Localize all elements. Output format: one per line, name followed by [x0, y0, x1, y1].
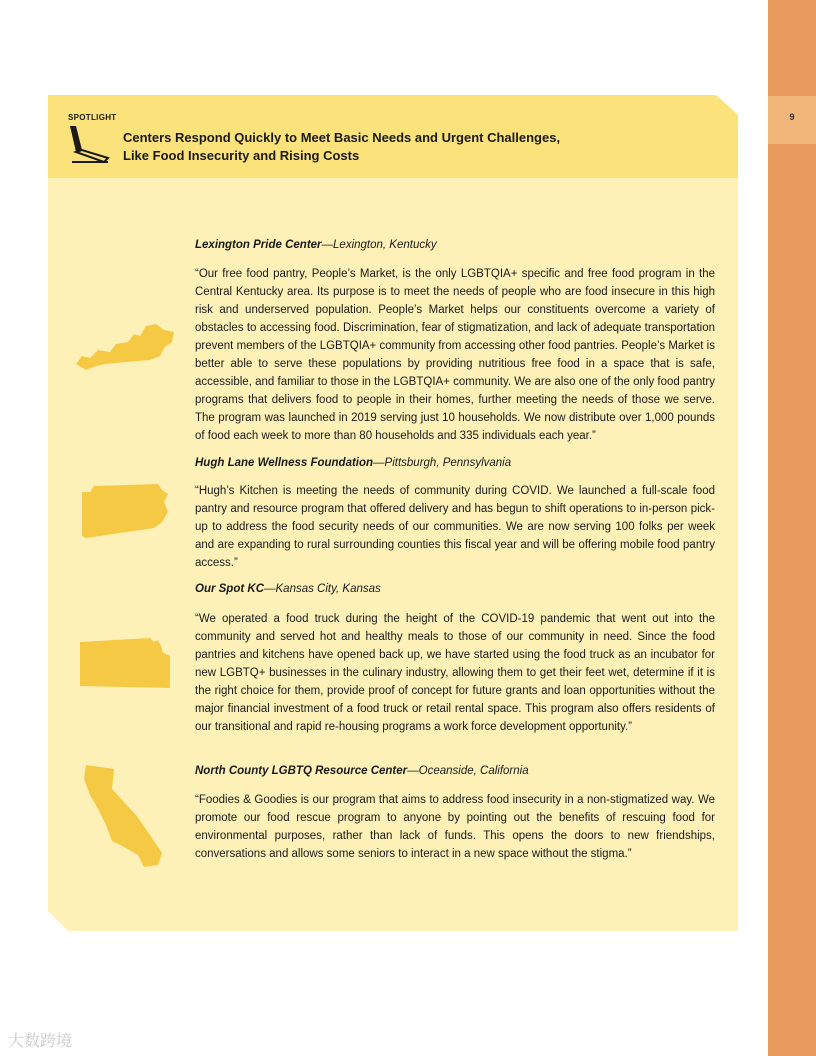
spotlight-title: [123, 129, 683, 165]
kansas-map-icon: [80, 638, 170, 690]
spotlight-title-line1: Centers Respond Quickly to Meet Basic Needs and Urgent Challenges,: [123, 130, 561, 145]
spotlight-label: SPOTLIGHT: [68, 113, 117, 122]
entry-heading: [195, 457, 511, 469]
entry-quote: “We operated a food truck during the height of the COVID-19 pandemic that went out into the community and served hot and healthy meals to those of our community in need. Since the food pantries and kitchens have opened back up, we have started using the food truck as an incubator for new LGBTQ+ businesses in the culinary industry, allowing them to get their feet wet, determine if it is the right choice for them, provide proof of concept for future grants and loan opportunities without the major financial investment of a food truck or retail rental space. This program also offers residents of our transitional and rapid re-housing programs a work force development opportunity.”: [195, 613, 715, 733]
california-map-icon: [84, 765, 164, 869]
entry-quote: “Hugh’s Kitchen is meeting the needs of community during COVID. We launched a full-scale food pantry and resource program that offered delivery and has begun to shift operations to in-person pick-up to address the food security needs of our communities. We are now serving 100 folks per week and are expanding to rural surrounding counties this fiscal year and will be offering mobile food pantry access.”: [195, 485, 715, 569]
org-name: North County LGBTQ Resource Center: [195, 765, 408, 777]
entry-quote: “Foodies & Goodies is our program that aims to address food insecurity in a non-stigmatized way. We promote our food rescue program to anyone by pointing out the benefits of rescuing food for environmental purposes, rather than lack of funds. This opens the doors to new friendships, conversations and allows some seniors to interact in a new space without the stigma.”: [195, 794, 715, 860]
watermark: 大数跨境: [8, 1033, 73, 1050]
entry-heading: [195, 583, 381, 595]
pennsylvania-map-icon: [82, 484, 170, 540]
spotlight-title-line2: Like Food Insecurity and Rising Costs: [123, 148, 360, 163]
kentucky-map-icon: [76, 322, 176, 372]
org-name: Lexington Pride Center: [195, 239, 322, 251]
org-location: —Pittsburgh, Pennsylvania: [373, 457, 512, 469]
page-number: 9: [789, 112, 795, 122]
side-tab: [768, 0, 816, 1056]
org-name: Hugh Lane Wellness Foundation: [195, 457, 374, 469]
org-location: —Oceanside, California: [407, 765, 529, 777]
entry-heading: [195, 239, 437, 251]
org-location: —Lexington, Kentucky: [321, 239, 437, 251]
entry-heading: [195, 765, 529, 777]
spotlight-lamp-icon: [68, 124, 110, 164]
entry-quote: “Our free food pantry, People’s Market, is the only LGBTQIA+ specific and free food program in the Central Kentucky area. Its purpose is to meet the needs of people who are food insecure in this high risk and underserved population. People’s Market helps our constituents overcome a variety of obstacles to accessing food. Discrimination, fear of stigmatization, and lack of adequate transportation prevent members of the LGBTQIA+ community from accessing other food pantries. People’s Market is better able to serve these populations by providing nutritious free food in a space that is safe, accessible, and familiar to those in the LGBTQIA+ community. We are also one of the only food pantry programs that delivers food to people in their homes, further meeting the needs of those we serve. The program was launched in 2019 serving just 10 households. We now distribute over 1,000 pounds of food each week to more than 80 households and 335 individuals each year.”: [195, 268, 715, 442]
org-name: Our Spot KC: [195, 583, 264, 595]
org-location: —Kansas City, Kansas: [264, 583, 381, 595]
